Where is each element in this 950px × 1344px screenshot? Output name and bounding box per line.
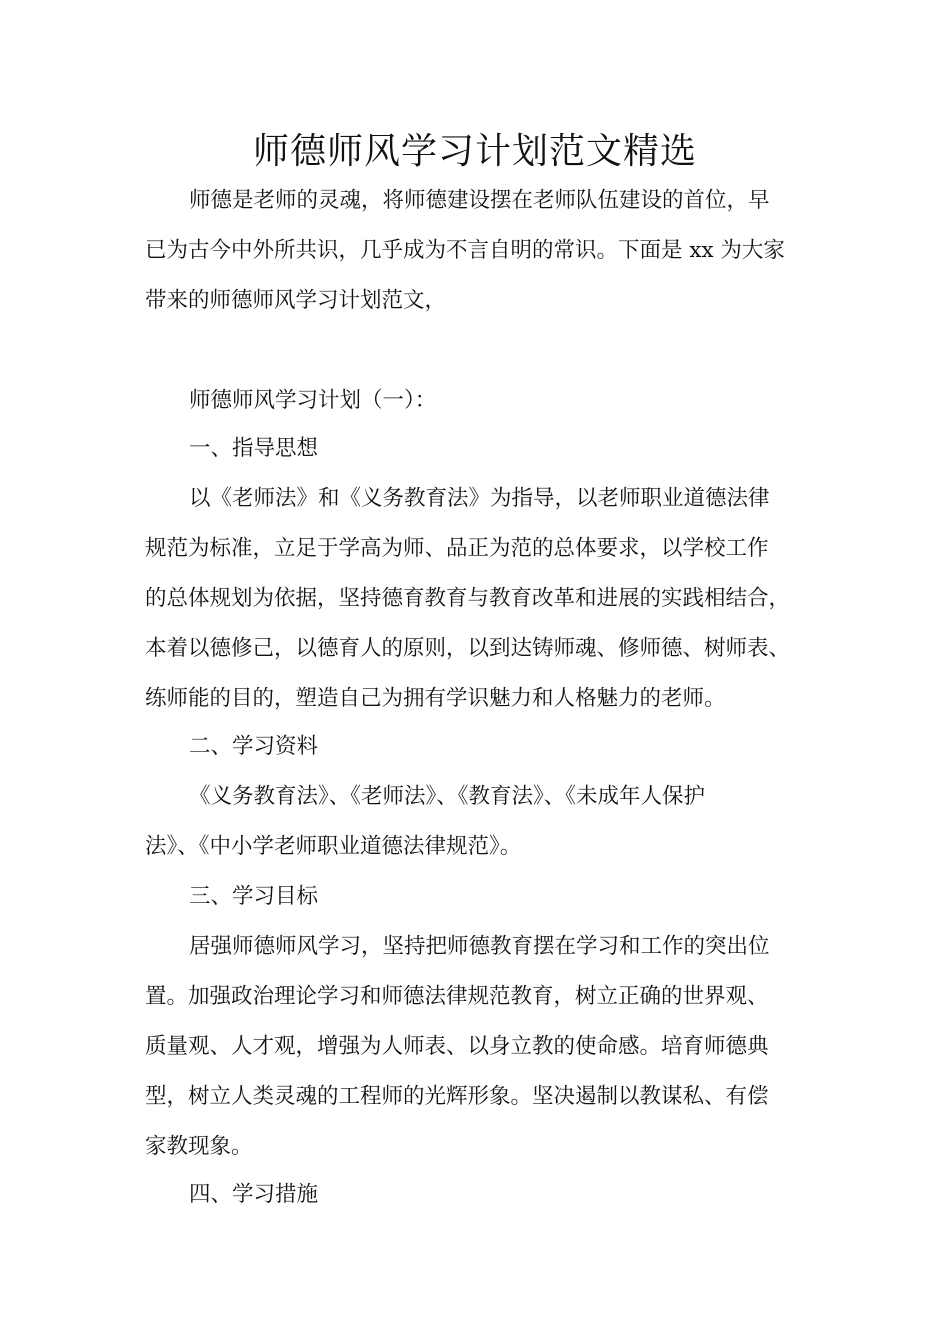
paragraph-line: 本着以德修己，以德育人的原则，以到达铸师魂、修师德、树师表、 [145, 636, 791, 661]
paragraph-line: 法》、《中小学老师职业道德法律规范》。 [145, 834, 522, 859]
section-heading: 四、学习措施 [189, 1182, 319, 1207]
paragraph-line: 《义务教育法》、《老师法》、《教育法》、《未成年人保护 [189, 784, 706, 809]
paragraph-line: 练师能的目的，塑造自己为拥有学识魅力和人格魅力的老师。 [145, 686, 726, 711]
section-paragraph [145, 772, 810, 872]
section-paragraph [145, 474, 810, 724]
paragraph-line: 规范为标准，立足于学高为师、品正为范的总体要求，以学校工作 [145, 536, 769, 561]
section-heading: 二、学习资料 [189, 734, 319, 759]
paragraph-line: 置。加强政治理论学习和师德法律规范教育，树立正确的世界观、 [145, 984, 769, 1009]
paragraph-line: 居强师德师风学习，坚持把师德教育摆在学习和工作的突出位 [189, 934, 770, 959]
intro-paragraph [145, 176, 810, 326]
intro-line: 已为古今中外所共识，几乎成为不言自明的常识。下面是 xx 为大家 [145, 238, 785, 263]
document-title: 师德师风学习计划范文精选 [252, 131, 697, 172]
intro-line: 师德是老师的灵魂，将师德建设摆在老师队伍建设的首位，早 [189, 188, 770, 213]
intro-line: 带来的师德师风学习计划范文， [145, 288, 447, 313]
paragraph-line: 以《老师法》和《义务教育法》为指导，以老师职业道德法律 [189, 486, 770, 511]
plan-title: 师德师风学习计划（一）： [189, 388, 437, 413]
section-heading: 一、指导思想 [189, 436, 319, 461]
paragraph-line: 的总体规划为依据，坚持德育教育与教育改革和进展的实践相结合， [145, 586, 791, 611]
section-paragraph [145, 922, 810, 1172]
paragraph-line: 型，树立人类灵魂的工程师的光辉形象。坚决遏制以教谋私、有偿 [145, 1084, 769, 1109]
section-heading: 三、学习目标 [189, 884, 319, 909]
paragraph-line: 家教现象。 [145, 1134, 253, 1159]
paragraph-line: 质量观、人才观，增强为人师表、以身立教的使命感。培育师德典 [145, 1034, 769, 1059]
